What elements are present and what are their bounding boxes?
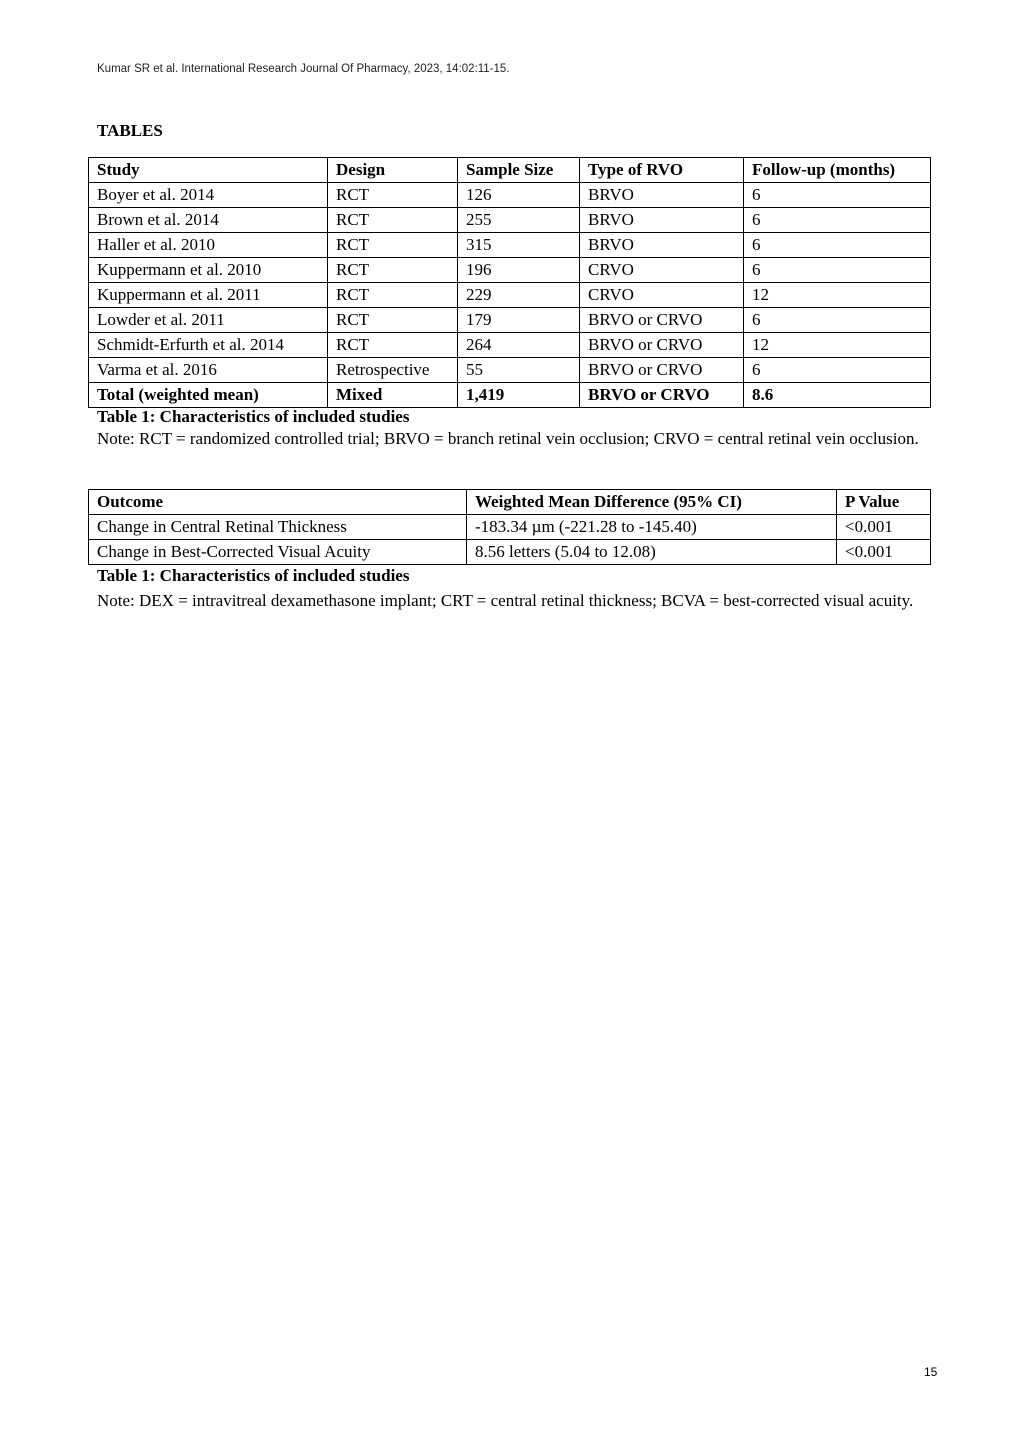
table-cell: RCT <box>328 308 458 333</box>
table-cell: -183.34 µm (-221.28 to -145.40) <box>467 515 837 540</box>
table-cell: RCT <box>328 258 458 283</box>
table-cell: BRVO <box>580 208 744 233</box>
table-row <box>89 208 931 233</box>
table1-caption: Table 1: Characteristics of included studies <box>97 407 410 426</box>
table-cell: Change in Central Retinal Thickness <box>89 515 467 540</box>
table-cell: Kuppermann et al. 2010 <box>89 258 328 283</box>
column-header-follow-up: Follow-up (months) <box>744 158 931 183</box>
column-header-design: Design <box>328 158 458 183</box>
column-header-type-of-rvo: Type of RVO <box>580 158 744 183</box>
column-header-sample-size: Sample Size <box>458 158 580 183</box>
table-cell: 179 <box>458 308 580 333</box>
table-cell: Boyer et al. 2014 <box>89 183 328 208</box>
table-row <box>89 308 931 333</box>
table-cell: Lowder et al. 2011 <box>89 308 328 333</box>
table-row <box>89 283 931 308</box>
table-cell: BRVO or CRVO <box>580 333 744 358</box>
table-cell: 229 <box>458 283 580 308</box>
table-cell: CRVO <box>580 283 744 308</box>
running-head: Kumar SR et al. International Research Journal Of Pharmacy, 2023, 14:02:11-15. <box>97 63 510 75</box>
table-cell: 6 <box>744 208 931 233</box>
table-cell: BRVO <box>580 183 744 208</box>
table-cell: 6 <box>744 258 931 283</box>
column-header-study: Study <box>89 158 328 183</box>
table-row <box>89 183 931 208</box>
column-header-outcome: Outcome <box>89 490 467 515</box>
table-cell: <0.001 <box>837 540 931 565</box>
table-cell: 196 <box>458 258 580 283</box>
table-cell: RCT <box>328 333 458 358</box>
total-row <box>89 383 931 408</box>
table-cell: RCT <box>328 283 458 308</box>
table-cell: BRVO <box>580 233 744 258</box>
study-characteristics-table <box>88 157 931 408</box>
table-cell: 6 <box>744 308 931 333</box>
table-cell: Change in Best-Corrected Visual Acuity <box>89 540 467 565</box>
table-cell: 6 <box>744 183 931 208</box>
table-cell: Varma et al. 2016 <box>89 358 328 383</box>
table-cell: <0.001 <box>837 515 931 540</box>
table-cell: RCT <box>328 208 458 233</box>
table-cell: 8.56 letters (5.04 to 12.08) <box>467 540 837 565</box>
page-number: 15 <box>924 1365 938 1379</box>
table-cell: Mixed <box>328 383 458 408</box>
table-cell: Total (weighted mean) <box>89 383 328 408</box>
table-cell: CRVO <box>580 258 744 283</box>
table-cell: Schmidt-Erfurth et al. 2014 <box>89 333 328 358</box>
table-cell: Retrospective <box>328 358 458 383</box>
table-row <box>89 233 931 258</box>
table2-caption: Table 1: Characteristics of included studies <box>97 566 410 585</box>
table-cell: 1,419 <box>458 383 580 408</box>
table-cell: BRVO or CRVO <box>580 358 744 383</box>
table-cell: 264 <box>458 333 580 358</box>
table-cell: 255 <box>458 208 580 233</box>
table-row <box>89 358 931 383</box>
table-cell: 12 <box>744 283 931 308</box>
table-header-row <box>89 158 931 183</box>
table-cell: BRVO or CRVO <box>580 308 744 333</box>
table1-note: Note: RCT = randomized controlled trial; BRVO = branch retinal vein occlusion; CRVO = central retinal vein occlusion. <box>97 429 919 448</box>
table-cell: 6 <box>744 358 931 383</box>
section-heading: TABLES <box>97 121 163 140</box>
table-row <box>89 333 931 358</box>
table-row <box>89 258 931 283</box>
table2-note: Note: DEX = intravitreal dexamethasone implant; CRT = central retinal thickness; BCVA = best-corrected visual acuity. <box>97 591 914 610</box>
column-header-p-value: P Value <box>837 490 931 515</box>
table-cell: RCT <box>328 233 458 258</box>
table-row <box>89 515 931 540</box>
table-cell: Brown et al. 2014 <box>89 208 328 233</box>
table-cell: 126 <box>458 183 580 208</box>
table-cell: 8.6 <box>744 383 931 408</box>
table-cell: Haller et al. 2010 <box>89 233 328 258</box>
table-cell: 55 <box>458 358 580 383</box>
table-cell: BRVO or CRVO <box>580 383 744 408</box>
column-header-weighted-mean-difference: Weighted Mean Difference (95% CI) <box>467 490 837 515</box>
table-cell: 315 <box>458 233 580 258</box>
table-cell: RCT <box>328 183 458 208</box>
table-row <box>89 540 931 565</box>
table-header-row <box>89 490 931 515</box>
table-cell: Kuppermann et al. 2011 <box>89 283 328 308</box>
table-cell: 12 <box>744 333 931 358</box>
table-cell: 6 <box>744 233 931 258</box>
outcomes-table <box>88 489 931 565</box>
